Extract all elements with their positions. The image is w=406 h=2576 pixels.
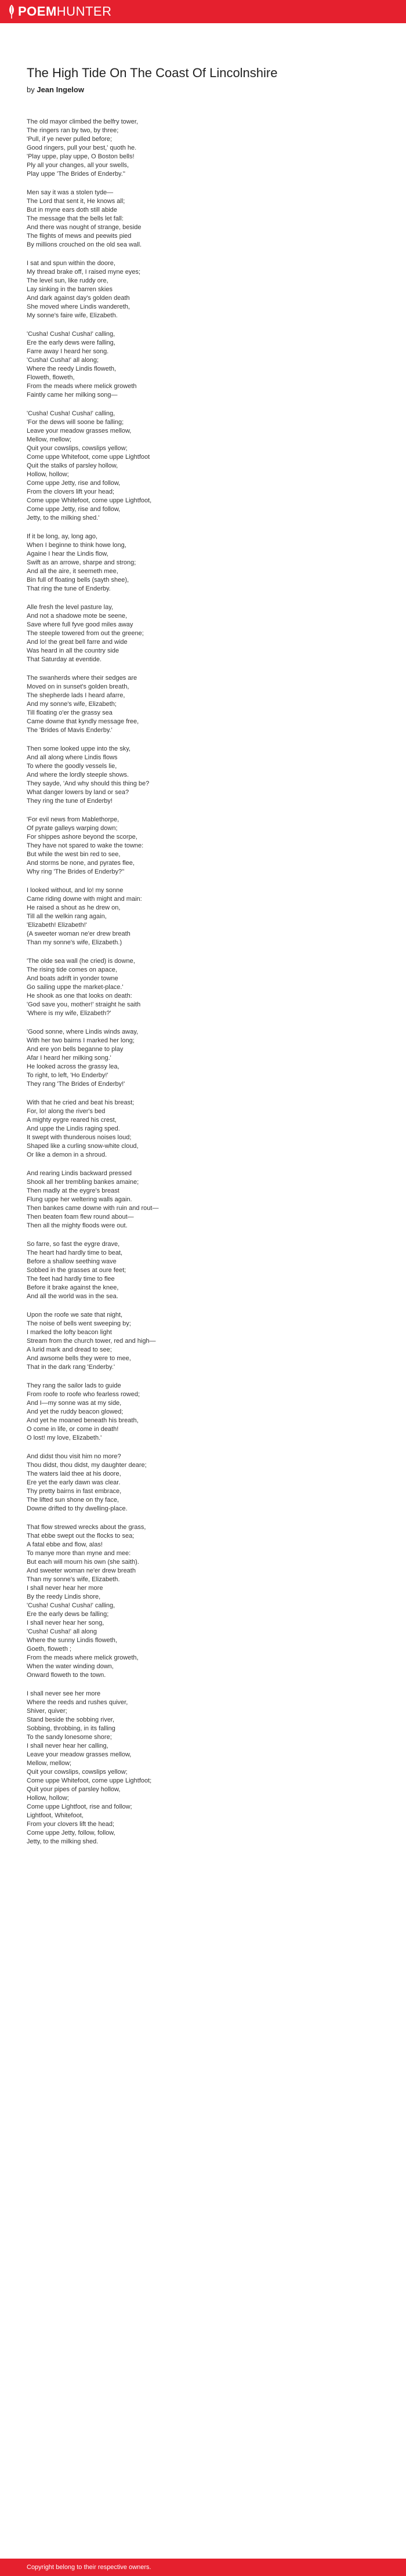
poem-line: Then madly at the eygre's breast	[27, 1187, 119, 1194]
poem-line: With that he cried and beat his breast;	[27, 1099, 135, 1106]
poem-line: Ply all your changes, all your swells,	[27, 162, 129, 169]
stanza	[27, 259, 375, 320]
poem-line: Shaped like a curling snow-white cloud,	[27, 1143, 139, 1150]
poem-line: Moved on in sunset's golden breath,	[27, 683, 129, 690]
poem-line: Good ringers, pull your best,' quoth he.	[27, 144, 137, 151]
poem-line: Lightfoot, Whitefoot,	[27, 1812, 84, 1819]
poem-line: Then bankes came downe with ruin and rout—	[27, 1205, 159, 1212]
poem-line: Onward floweth to the town.	[27, 1672, 106, 1679]
poem-line: Shook all her trembling bankes amaine;	[27, 1179, 139, 1186]
poem-line: If it be long, ay, long ago,	[27, 533, 98, 540]
poem-line: They rang 'The Brides of Enderby!'	[27, 1081, 125, 1088]
stanza	[27, 1523, 375, 1680]
poem-line: 'Pull, if ye never pulled before;	[27, 136, 113, 143]
poem-line: And uppe the Lindis raging sped.	[27, 1125, 120, 1132]
stanza	[27, 1382, 375, 1443]
poem-line: From the meads where melick groweth	[27, 383, 137, 390]
poem-line: And ere yon bells beganne to play	[27, 1046, 124, 1053]
poem-body	[27, 118, 375, 1856]
poem-line: Or like a demon in a shroud.	[27, 1151, 107, 1158]
stanza	[27, 189, 375, 249]
byline-prefix: by	[27, 85, 37, 94]
poem-line: O lost! my love, Elizabeth.'	[27, 1434, 102, 1441]
poem-line: When the water winding down,	[27, 1663, 114, 1670]
poem-line: The level sun, like ruddy ore,	[27, 277, 108, 284]
poem-line: From roofe to roofe who fearless rowed;	[27, 1391, 140, 1398]
poem-line: Of pyrate galleys warping down;	[27, 825, 118, 832]
poem-line: Goeth, floweth ;	[27, 1646, 72, 1653]
poem-line: I shall never hear her more	[27, 1585, 103, 1592]
poem-line: And I—my sonne was at my side,	[27, 1400, 122, 1407]
poem-line: Sobbed in the grasses at oure feet;	[27, 1267, 126, 1274]
poem-line: Alle fresh the level pasture lay,	[27, 604, 113, 611]
poem-line: Mellow, mellow;	[27, 1760, 72, 1767]
poem-line: The waters laid thee at his doore,	[27, 1470, 121, 1477]
poem-line: The 'Brides of Mavis Enderby.'	[27, 727, 113, 734]
stanza	[27, 1028, 375, 1089]
site-logo-wordmark	[18, 5, 111, 19]
poem-line: The swanherds where their sedges are	[27, 675, 137, 682]
poem-line: Come uppe Jetty, rise and follow,	[27, 506, 121, 513]
stanza	[27, 745, 375, 806]
poem-line: From the meads where melick groweth,	[27, 1654, 139, 1661]
poem-line: And all along where Lindis flows	[27, 754, 118, 761]
poem-line: Before a shallow seething wave	[27, 1258, 117, 1265]
stanza	[27, 1311, 375, 1372]
poem-line: When I beginne to think howe long,	[27, 542, 126, 549]
poem-line: A mighty eygre reared his crest,	[27, 1117, 117, 1124]
poem-line: 'Cusha! Cusha!' all along	[27, 1628, 97, 1635]
stanza	[27, 603, 375, 664]
poem-line: Come uppe Jetty, follow, follow,	[27, 1829, 115, 1836]
poem-line: The steeple towered from out the greene;	[27, 630, 144, 637]
poem-line: By millions crouched on the old sea wall.	[27, 241, 142, 248]
poem-line: The message that the bells let fall:	[27, 215, 124, 222]
poem-line: He raised a shout as he drew on,	[27, 904, 121, 911]
logo-word-light: HUNTER	[56, 4, 112, 19]
poem-line: I shall never see her more	[27, 1690, 101, 1697]
poem-line: With her two bairns I marked her long;	[27, 1037, 135, 1044]
poem-line: Go sailing uppe the market-place.'	[27, 984, 124, 991]
poem-line: I looked without, and lo! my sonne	[27, 887, 124, 894]
poem-line: The old mayor climbed the belfry tower,	[27, 118, 138, 125]
poem-line: Leave your meadow grasses mellow,	[27, 427, 132, 434]
poem-line: The ringers ran by two, by three;	[27, 127, 119, 134]
poem-line: Ere yet the early dawn was clear.	[27, 1479, 121, 1486]
poem-line: They sayde, 'And why should this thing be?	[27, 780, 150, 787]
poem-title: The High Tide On The Coast Of Lincolnshire	[27, 66, 278, 80]
poem-line: O come in life, or come in death!	[27, 1426, 119, 1433]
poem-line: I marked the lofty beacon light	[27, 1329, 112, 1336]
poem-line: They rang the sailor lads to guide	[27, 1382, 121, 1389]
poem-line: Where the reeds and rushes quiver,	[27, 1699, 128, 1706]
poem-line: The rising tide comes on apace,	[27, 966, 117, 973]
poem-line: Men say it was a stolen tyde—	[27, 189, 114, 196]
poem-line: What danger lowers by land or sea?	[27, 789, 129, 796]
poem-line: Floweth, floweth,	[27, 374, 75, 381]
poem-line: Ere the early dews were falling,	[27, 339, 115, 346]
poem-line: To the sandy lonesome shore;	[27, 1734, 112, 1741]
stanza	[27, 532, 375, 593]
poem-line: Come uppe Jetty, rise and follow,	[27, 480, 121, 487]
author-link[interactable]: Jean Ingelow	[37, 85, 84, 94]
top-bar	[0, 0, 406, 23]
stanza	[27, 1690, 375, 1846]
poem-line: And storms be none, and pyrates flee,	[27, 860, 135, 867]
poem-line: Came downe that kyndly message free,	[27, 718, 139, 725]
poem-line: By the reedy Lindis shore,	[27, 1593, 101, 1600]
poem-line: Save where full fyve good miles away	[27, 621, 133, 628]
poem-line: I sat and spun within the doore,	[27, 260, 115, 267]
poem-line: Lay sinking in the barren skies	[27, 286, 113, 293]
poem-line: To where the goodly vessels lie,	[27, 763, 117, 770]
poem-line: Then all the mighty floods were out.	[27, 1222, 128, 1229]
poem-line: And boats adrift in yonder towne	[27, 975, 118, 982]
poem-line: A fatal ebbe and flow, alas!	[27, 1541, 103, 1548]
poem-line: 'The olde sea wall (he cried) is downe,	[27, 958, 135, 965]
poem-line: Againe I hear the Lindis flow,	[27, 550, 108, 557]
poem-line: Quit the stalks of parsley hollow,	[27, 462, 118, 469]
poem-line: A lurid mark and dread to see;	[27, 1346, 112, 1353]
poem-line: Then some looked uppe into the sky,	[27, 745, 130, 752]
poem-line: From the clovers lift your head;	[27, 488, 115, 495]
poem-line: For, lo! along the river's bed	[27, 1108, 106, 1115]
poem-line: Play uppe 'The Brides of Enderby.''	[27, 171, 125, 177]
poem-line: And awsome bells they were to mee,	[27, 1355, 131, 1362]
poem-line: And there was nought of strange, beside	[27, 224, 142, 231]
poem-line: 'Cusha! Cusha! Cusha!' calling,	[27, 331, 115, 338]
poem-line: Quit your pipes of parsley hollow,	[27, 1786, 121, 1793]
poem-line: 'For the dews will soone be falling;	[27, 419, 124, 426]
poem-line: And didst thou visit him no more?	[27, 1453, 121, 1460]
poem-line: Thy pretty bairns in fast embrace,	[27, 1488, 122, 1495]
poem-line: Till all the welkin rang again,	[27, 913, 107, 920]
footer-bar	[0, 2559, 406, 2576]
stanza	[27, 1452, 375, 1513]
poem-line: 'Elizabeth! Elizabeth!'	[27, 922, 87, 929]
poem-line: They have not spared to wake the towne:	[27, 842, 144, 849]
poem-line: That flow strewed wrecks about the grass,	[27, 1524, 146, 1531]
poem-line: 'Where is my wife, Elizabeth?'	[27, 1010, 111, 1017]
poem-line: Thou didst, thou didst, my daughter deare;	[27, 1462, 147, 1469]
poem-line: I shall never hear her calling,	[27, 1742, 108, 1749]
stanza	[27, 410, 375, 523]
poem-line: From your clovers lift the head;	[27, 1821, 115, 1828]
poem-line: The shepherde lads I heard afarre,	[27, 692, 125, 699]
poem-line: Than my sonne's wife, Elizabeth.)	[27, 939, 122, 946]
poem-line: Shiver, quiver;	[27, 1708, 67, 1715]
poem-line: 'Play uppe, play uppe, O Boston bells!	[27, 153, 135, 160]
poem-line: It swept with thunderous noises loud;	[27, 1134, 132, 1141]
poem-line: Hollow, hollow;	[27, 471, 69, 478]
poem-line: Was heard in all the country side	[27, 647, 119, 654]
poem-line: 'God save you, mother!' straight he saith	[27, 1001, 141, 1008]
poem-line: That ring the tune of Enderby.	[27, 585, 111, 592]
poem-line: Quit your cowslips, cowslips yellow;	[27, 445, 128, 452]
poem-line: Upon the roofe we sate that night,	[27, 1311, 123, 1318]
poem-line: And yet the ruddy beacon glowed;	[27, 1408, 124, 1415]
stanza	[27, 1169, 375, 1230]
poem-line: Hollow, hollow;	[27, 1795, 69, 1802]
poem-line: She moved where Lindis wandereth,	[27, 303, 130, 310]
stanza	[27, 886, 375, 947]
stanza	[27, 1099, 375, 1160]
poem-line: My sonne's faire wife, Elizabeth.	[27, 312, 118, 319]
poem-line: Come uppe Whitefoot, come uppe Lightfoot;	[27, 1777, 152, 1784]
poem-line: But in myne ears doth still abide	[27, 206, 117, 213]
poem-line: That in the dark rang 'Enderby.'	[27, 1364, 115, 1371]
poem-line: My thread brake off, I raised myne eyes;	[27, 269, 141, 276]
poem-line: The noise of bells went sweeping by;	[27, 1320, 131, 1327]
poem-line: Swift as an arrowe, sharpe and strong;	[27, 559, 136, 566]
poem-line: And lo! the great bell farre and wide	[27, 639, 128, 646]
poem-line: Stream from the church tower, red and high—	[27, 1338, 156, 1345]
poem-line: Flung uppe her weltering walls again.	[27, 1196, 132, 1203]
poem-line: Came riding downe with might and main:	[27, 896, 142, 903]
poem-line: Stand beside the sobbing river,	[27, 1716, 115, 1723]
stanza	[27, 957, 375, 1018]
poem-line: Than my sonne's wife, Elizabeth.	[27, 1576, 120, 1583]
poem-line: 'Cusha! Cusha!' all along;	[27, 357, 99, 364]
stanza	[27, 816, 375, 876]
poem-line: I shall never hear her song,	[27, 1619, 104, 1626]
poem-line: Faintly came her milking song—	[27, 392, 118, 398]
poem-line: Come uppe Whitefoot, come uppe Lightfoot,	[27, 497, 152, 504]
poem-line: He looked across the grassy lea,	[27, 1063, 119, 1070]
poem-line: Where the sunny Lindis floweth,	[27, 1637, 117, 1644]
poem-line: 'Cusha! Cusha! Cusha!' calling,	[27, 410, 115, 417]
poem-line: (A sweeter woman ne'er drew breath	[27, 930, 130, 937]
copyright-notice: Copyright belong to their respective owners.	[27, 2564, 151, 2571]
poem-line: 'Good sonne, where Lindis winds away,	[27, 1028, 139, 1035]
poem-line: The feet had hardly time to flee	[27, 1276, 115, 1282]
poem-line: Why ring 'The Brides of Enderby?''	[27, 868, 125, 875]
poem-line: Jetty, to the milking shed.	[27, 1838, 99, 1845]
byline	[27, 85, 84, 95]
poem-line: Downe drifted to thy dwelling-place.	[27, 1505, 128, 1512]
poem-line: And all the world was in the sea.	[27, 1293, 118, 1300]
poem-line: And all the aire, it seemeth mee,	[27, 568, 118, 575]
poem-line: The Lord that sent it, He knows all;	[27, 198, 125, 205]
stanza	[27, 118, 375, 179]
poem-line: To right, to left, 'Ho Enderby!'	[27, 1072, 108, 1079]
poem-line: For shippes ashore beyond the scorpe,	[27, 834, 137, 840]
stanza	[27, 330, 375, 400]
poem-line: That ebbe swept out the flocks to sea;	[27, 1532, 135, 1539]
poem-line: So farre, so fast the eygre drave,	[27, 1241, 120, 1248]
poem-line: Farre away I heard her song.	[27, 348, 109, 355]
poem-line: The flights of mews and peewits pied	[27, 233, 132, 240]
poem-line: Where the reedy Lindis floweth,	[27, 365, 117, 372]
poem-line: But each will mourn his own (she saith).	[27, 1559, 139, 1566]
poem-line: Ere the early dews be falling;	[27, 1611, 109, 1618]
quill-pen-icon	[8, 5, 15, 19]
poem-line: Sobbing, throbbing, in its falling	[27, 1725, 115, 1732]
poem-line: Quit your cowslips, cowslips yellow;	[27, 1769, 128, 1776]
poem-line: Afar I heard her milking song.'	[27, 1055, 111, 1061]
poem-line: Till floating o'er the grassy sea	[27, 709, 113, 716]
poem-line: And where the lordly steeple shows.	[27, 771, 129, 778]
poem-line: And my sonne's wife, Elizabeth;	[27, 701, 117, 708]
poem-line: Before it brake against the knee,	[27, 1284, 119, 1291]
poem-line: 'Cusha! Cusha! Cusha!' calling,	[27, 1602, 115, 1609]
poem-line: He shook as one that looks on death:	[27, 992, 132, 999]
poem-line: Then beaten foam flew round about—	[27, 1213, 134, 1220]
logo-word-strong: POEM	[18, 4, 57, 19]
poem-line: Bin full of floating bells (sayth shee),	[27, 577, 129, 584]
site-logo-link[interactable]	[8, 5, 111, 19]
poem-line: And dark against day's golden death	[27, 295, 130, 302]
poem-line: And not a shadowe mote be seene,	[27, 613, 128, 619]
poem-line: The lifted sun shone on thy face,	[27, 1497, 119, 1503]
poem-line: Mellow, mellow;	[27, 436, 72, 443]
poem-line: That Saturday at eventide.	[27, 656, 102, 663]
poem-line: Jetty, to the milking shed.'	[27, 515, 100, 521]
stanza	[27, 1240, 375, 1301]
poem-line: And yet he moaned beneath his breath,	[27, 1417, 139, 1424]
poem-line: To manye more than myne and mee:	[27, 1550, 131, 1557]
poem-line: They ring the tune of Enderby!	[27, 798, 113, 805]
poem-line: The heart had hardly time to beat,	[27, 1249, 123, 1256]
poem-line: And sweeter woman ne'er drew breath	[27, 1567, 136, 1574]
poem-line: 'For evil news from Mablethorpe,	[27, 816, 119, 823]
poem-line: Leave your meadow grasses mellow,	[27, 1751, 132, 1758]
poem-line: And rearing Lindis backward pressed	[27, 1170, 132, 1177]
poem-line: Come uppe Whitefoot, come uppe Lightfoot	[27, 454, 150, 461]
stanza	[27, 674, 375, 735]
poem-line: Come uppe Lightfoot, rise and follow;	[27, 1803, 132, 1810]
poem-line: But while the west bin red to see,	[27, 851, 121, 858]
